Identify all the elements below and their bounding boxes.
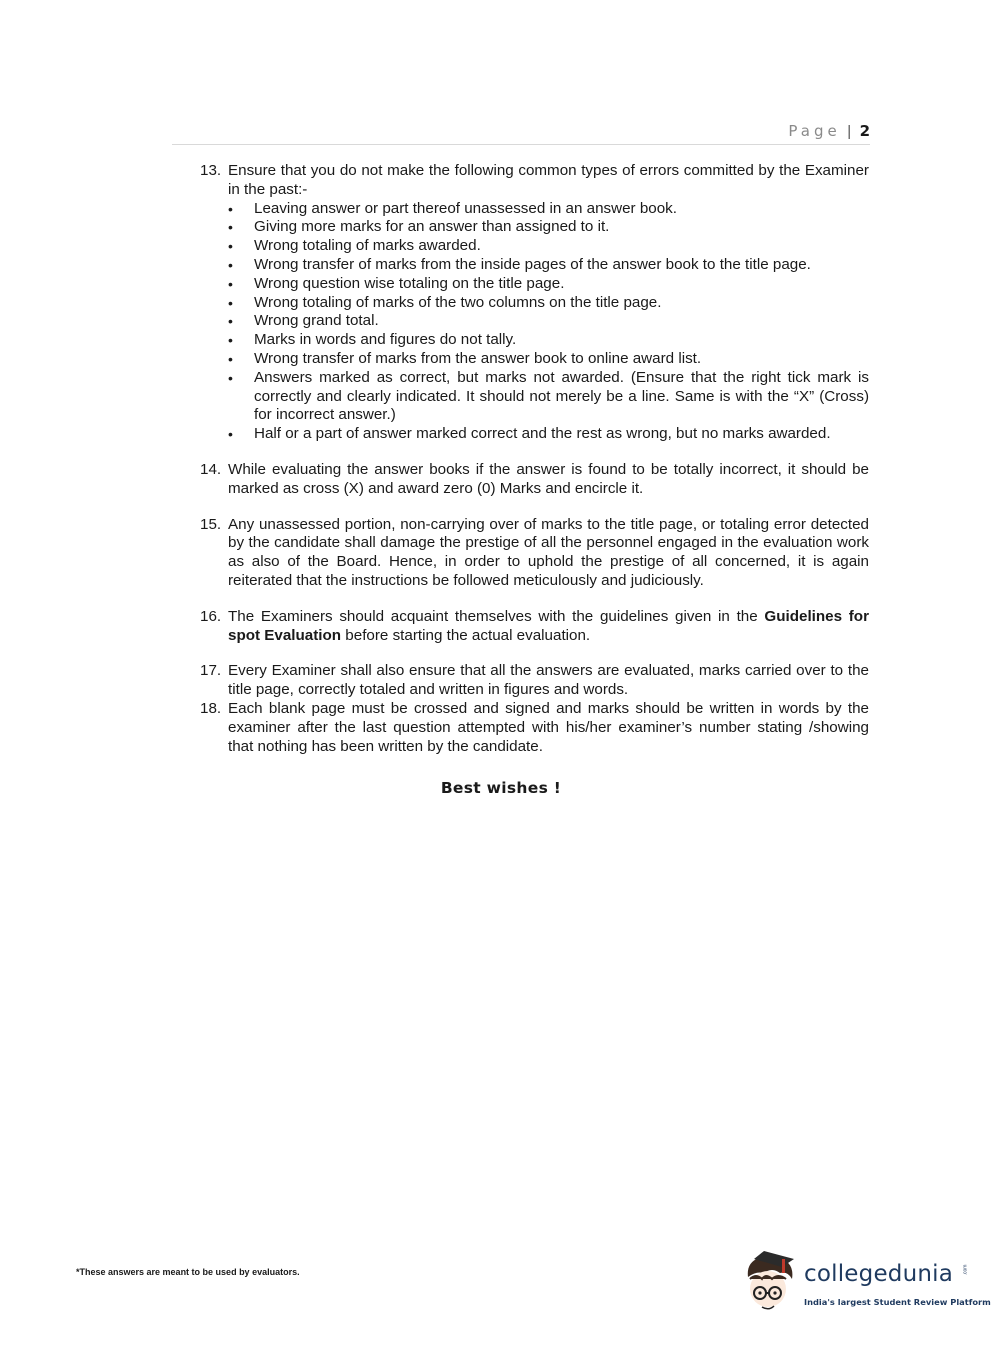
collegedunia-logo <box>742 1247 991 1317</box>
bullet-item: • Wrong question wise totaling on the title page. <box>228 275 869 294</box>
bullet-item: • Marks in words and figures do not tally. <box>228 331 869 350</box>
item-text: Every Examiner shall also ensure that all the answers are evaluated, marks carried over to the title page, correctly totaled and written in figures and words. <box>228 662 869 699</box>
bullet-item: • Wrong totaling of marks of the two columns on the title page. <box>228 294 869 313</box>
instruction-14 <box>200 461 869 499</box>
logo-tagline: India's largest Student Review Platform <box>804 1297 991 1307</box>
page-label: Page <box>788 122 841 140</box>
bullet-item: • Answers marked as correct, but marks not awarded. (Ensure that the right tick mark is correctly and clearly indicated. It should not merely be a line. Same is with the “X” (Cross) for incorrect answer.) <box>228 369 869 425</box>
instructions-list <box>200 162 869 756</box>
instruction-16 <box>200 608 869 646</box>
mascot-icon <box>742 1247 804 1317</box>
item-number: 13. <box>200 162 222 179</box>
page-separator: | <box>847 123 852 140</box>
instruction-17 <box>200 662 869 700</box>
item-text-continued: before starting the actual evaluation. <box>341 626 591 644</box>
item-number: 14. <box>200 460 222 478</box>
logo-suffix: .com <box>962 1264 969 1276</box>
item-text: Any unassessed portion, non-carrying over of marks to the title page, or totaling error detected by the candidate shall damage the prestige of all the personnel engaged in the evaluation work as also of the Board. Hence, in order to uphold the prestige of all concerned, it is again reiterated that the instructions be followed meticulously and judiciously. <box>228 515 869 589</box>
bullet-item: • Wrong grand total. <box>228 312 869 331</box>
item-number: 18. <box>200 699 222 717</box>
footnote: *These answers are meant to be used by evaluators. <box>76 1267 300 1277</box>
instruction-15 <box>200 516 869 591</box>
logo-wordmark: collegedunia <box>804 1261 954 1287</box>
instruction-18 <box>200 700 869 756</box>
error-bullet-list <box>228 200 869 444</box>
bullet-item: • Half or a part of answer marked correct and the rest as wrong, but no marks awarded. <box>228 425 869 444</box>
bullet-item: • Wrong transfer of marks from the answer book to online award list. <box>228 350 869 369</box>
bullet-item: • Leaving answer or part thereof unassessed in an answer book. <box>228 200 869 219</box>
bullet-item: • Wrong transfer of marks from the inside pages of the answer book to the title page. <box>228 256 869 275</box>
page-header <box>172 122 870 145</box>
page-number: 2 <box>859 122 870 140</box>
item-text: Each blank page must be crossed and signed and marks should be written in words by the examiner after the last question attempted with his/her examiner’s number stating /showing that nothing has been written by the candidate. <box>228 699 869 755</box>
closing-message: Best wishes ! <box>440 779 562 797</box>
item-text: While evaluating the answer books if the answer is found to be totally incorrect, it should be marked as cross (X) and award zero (0) Marks and encircle it. <box>228 460 869 497</box>
item-number: 15. <box>200 515 222 533</box>
bullet-item: • Giving more marks for an answer than assigned to it. <box>228 218 869 237</box>
bullet-item: • Wrong totaling of marks awarded. <box>228 237 869 256</box>
item-text: The Examiners should acquaint themselves with the guidelines given in the <box>228 607 765 625</box>
item-number: 16. <box>200 607 222 625</box>
item-number: 17. <box>200 662 222 680</box>
item-text: Ensure that you do not make the following common types of errors committed by the Examiner in the past:- <box>228 162 869 198</box>
guidelines-title: Guidelines for spot Evaluation <box>228 607 869 644</box>
instruction-13 <box>200 162 869 444</box>
